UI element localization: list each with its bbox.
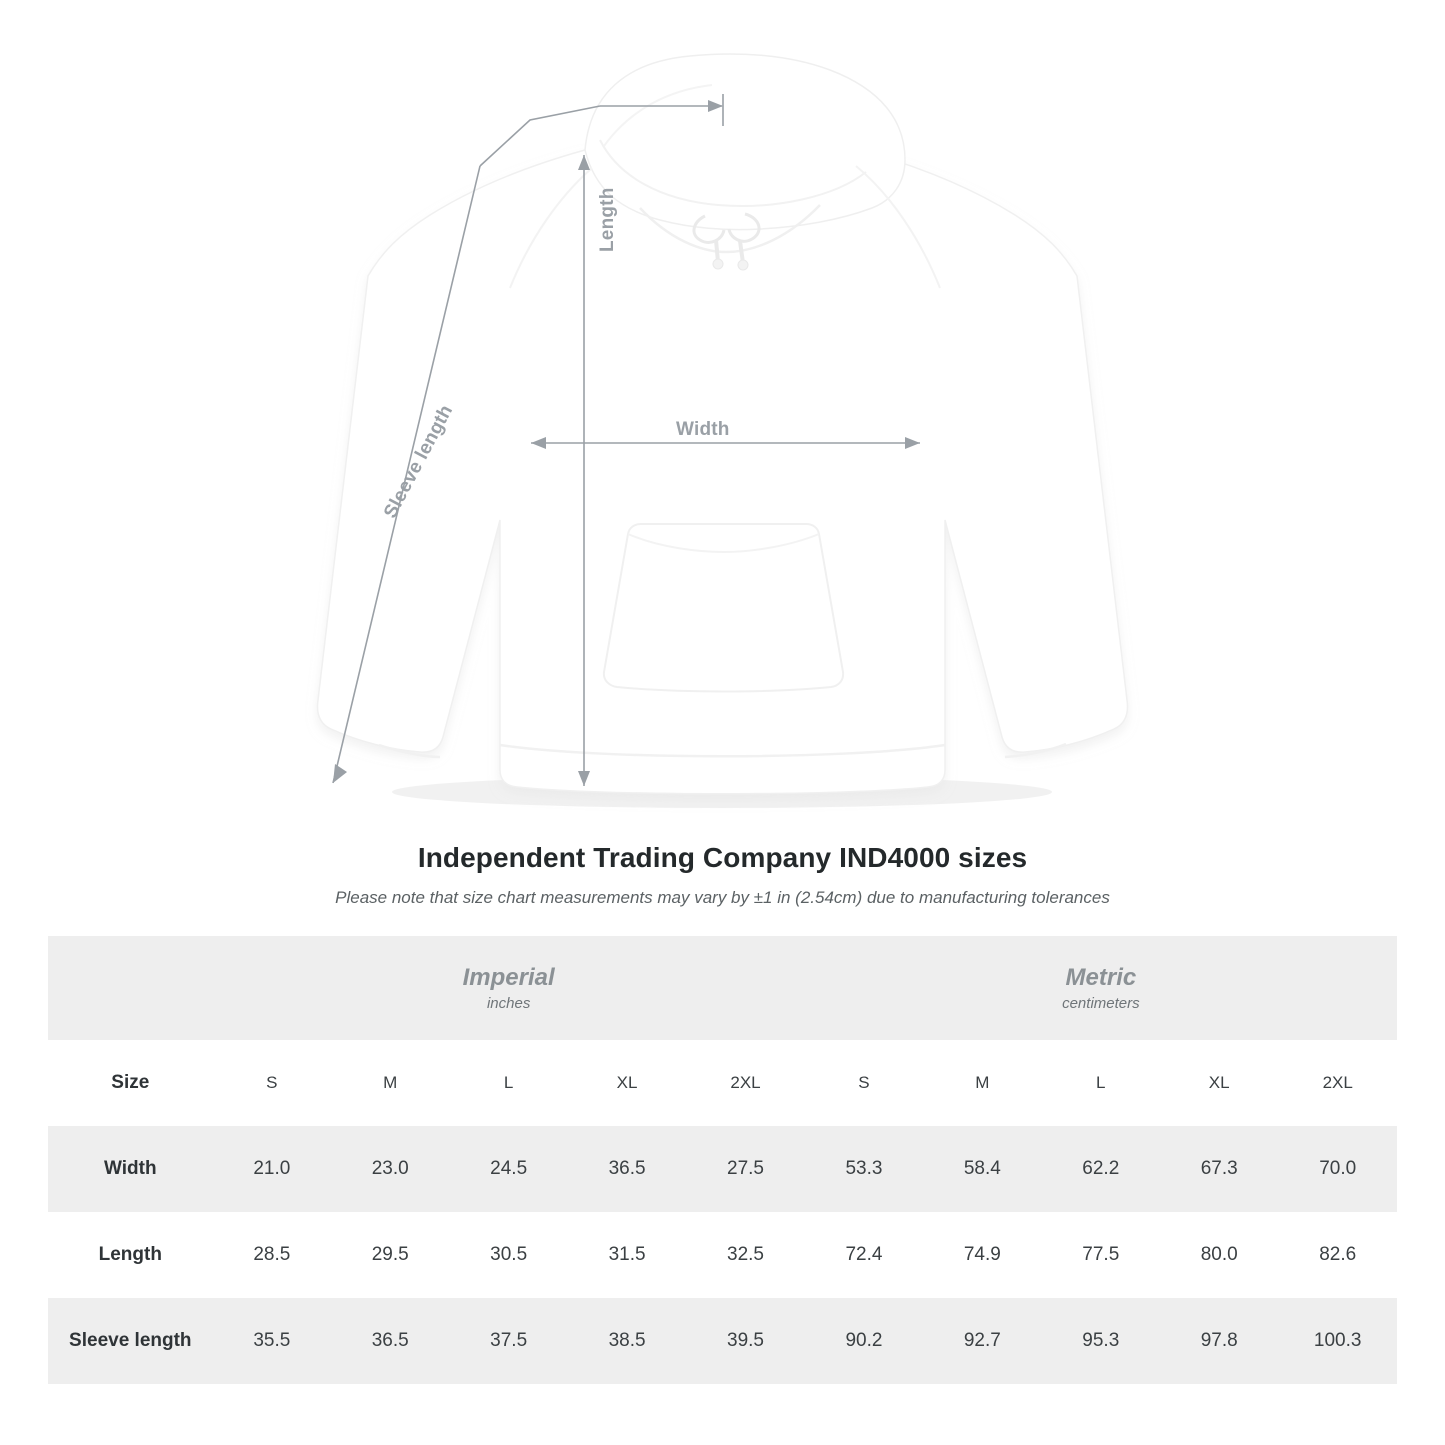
unit-group-imperial-sub: inches: [486, 995, 531, 1013]
cell-width-metric-2xl: 70.0: [1278, 1126, 1397, 1212]
cell-length-imperial-xl: 31.5: [568, 1212, 686, 1298]
column-header-metric-xl: XL: [1160, 1040, 1278, 1126]
column-header-imperial-2xl: 2XL: [686, 1040, 804, 1126]
cell-length-imperial-m: 29.5: [331, 1212, 449, 1298]
tolerance-note: Please note that size chart measurements may vary by ±1 in (2.54cm) due to manufacturing tolerances: [335, 888, 1110, 907]
cell-width-imperial-2xl: 27.5: [686, 1126, 804, 1212]
cell-width-metric-s: 53.3: [805, 1126, 923, 1212]
sleeve-length-label: Sleeve length: [380, 401, 458, 522]
column-header-imperial-l: L: [449, 1040, 567, 1126]
cell-sleeve-imperial-l: 37.5: [449, 1298, 567, 1384]
row-label-length: Length: [48, 1212, 213, 1298]
cell-width-metric-xl: 67.3: [1160, 1126, 1278, 1212]
unit-group-row: [48, 936, 1397, 1040]
cell-sleeve-imperial-m: 36.5: [331, 1298, 449, 1384]
cell-sleeve-metric-m: 92.7: [923, 1298, 1041, 1384]
unit-group-imperial-name: Imperial: [462, 963, 555, 991]
cell-length-imperial-s: 28.5: [213, 1212, 331, 1298]
column-header-metric-l: L: [1042, 1040, 1160, 1126]
column-header-metric-s: S: [805, 1040, 923, 1126]
page-title: Independent Trading Company IND4000 sizes: [417, 842, 1028, 873]
cell-length-metric-s: 72.4: [805, 1212, 923, 1298]
cell-width-imperial-m: 23.0: [331, 1126, 449, 1212]
cell-sleeve-metric-l: 95.3: [1042, 1298, 1160, 1384]
cell-width-imperial-s: 21.0: [213, 1126, 331, 1212]
cell-sleeve-metric-2xl: 100.3: [1278, 1298, 1397, 1384]
row-header-size: Size: [48, 1040, 213, 1126]
cell-length-imperial-2xl: 32.5: [686, 1212, 804, 1298]
cell-length-metric-l: 77.5: [1042, 1212, 1160, 1298]
cell-length-metric-xl: 80.0: [1160, 1212, 1278, 1298]
length-label: Length: [597, 187, 618, 252]
table-row: [48, 1298, 1397, 1384]
cell-width-metric-l: 62.2: [1042, 1126, 1160, 1212]
table-row: [48, 1212, 1397, 1298]
unit-group-metric-sub: centimeters: [1062, 995, 1140, 1013]
column-header-imperial-m: M: [331, 1040, 449, 1126]
width-label: Width: [676, 419, 730, 440]
cell-sleeve-imperial-xl: 38.5: [568, 1298, 686, 1384]
cell-width-metric-m: 58.4: [923, 1126, 1041, 1212]
unit-group-metric: [805, 936, 1397, 1040]
chart-heading: [0, 842, 1445, 908]
cell-length-metric-m: 74.9: [923, 1212, 1041, 1298]
column-header-metric-2xl: 2XL: [1278, 1040, 1397, 1126]
table-row: [48, 1126, 1397, 1212]
unit-spacer-cell: [48, 936, 213, 1040]
cell-width-imperial-xl: 36.5: [568, 1126, 686, 1212]
column-header-metric-m: M: [923, 1040, 1041, 1126]
cell-width-imperial-l: 24.5: [449, 1126, 567, 1212]
column-header-imperial-s: S: [213, 1040, 331, 1126]
cell-length-metric-2xl: 82.6: [1278, 1212, 1397, 1298]
row-label-width: Width: [48, 1126, 213, 1212]
cell-sleeve-imperial-s: 35.5: [213, 1298, 331, 1384]
cell-sleeve-metric-xl: 97.8: [1160, 1298, 1278, 1384]
cell-length-imperial-l: 30.5: [449, 1212, 567, 1298]
unit-group-metric-name: Metric: [1065, 963, 1137, 991]
cell-sleeve-metric-s: 90.2: [805, 1298, 923, 1384]
column-header-imperial-xl: XL: [568, 1040, 686, 1126]
row-label-sleeve-length: Sleeve length: [48, 1298, 213, 1384]
cell-sleeve-imperial-2xl: 39.5: [686, 1298, 804, 1384]
size-chart-table: [48, 936, 1397, 1384]
size-table-container: [48, 936, 1397, 1384]
size-header-row: [48, 1040, 1397, 1126]
unit-group-imperial: [213, 936, 805, 1040]
